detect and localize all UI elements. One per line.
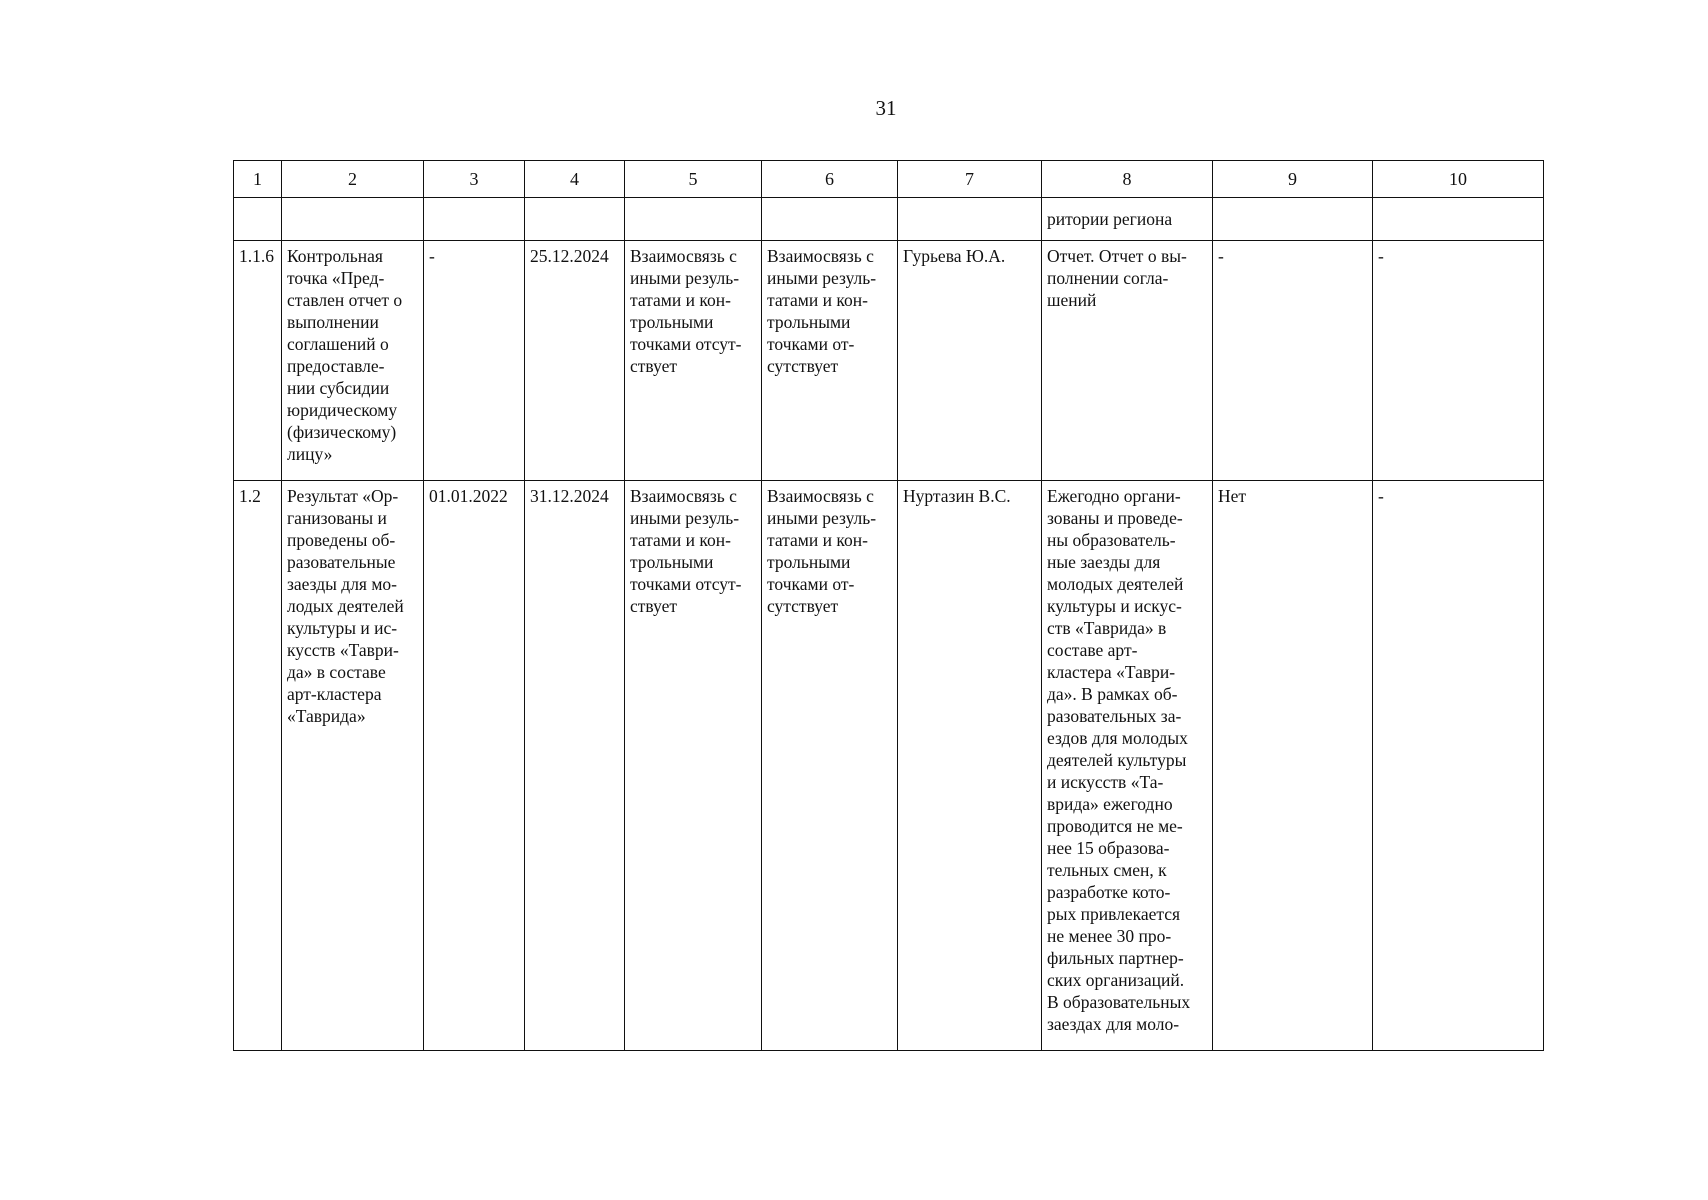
table-cell — [1213, 198, 1373, 241]
start-date-cell — [424, 241, 525, 481]
responsible-cell — [898, 241, 1042, 481]
table-cell — [234, 198, 282, 241]
successor-cell — [762, 481, 898, 1051]
result-description-cell — [1042, 241, 1213, 481]
responsible-cell — [898, 481, 1042, 1051]
column-header: 3 — [424, 161, 525, 198]
name-cell — [282, 241, 424, 481]
table-cell — [282, 198, 424, 241]
row-number-text: 1.2 — [239, 486, 261, 506]
page-number: 31 — [875, 96, 897, 120]
predecessor-cell — [625, 481, 762, 1051]
result-description-text: Ежегодно органи- зованы и проведе- ны образователь- ные заезды для молодых деятелей культуры и искус- ств «Таврида» в составе арт- кластера «Таври- да». В рамках об- разовательных за- ездов для молодых деятелей культуры и искусств «Та- врида» ежегодно проводится не ме- нее 15 образова- тельных смен, к разработке кото- рых привлекается не менее 30 про- фильных партнер- ских организаций. В образовательных заездах для моло- — [1047, 486, 1191, 1034]
table-header-row — [234, 161, 1544, 198]
responsible-text: Нуртазин В.С. — [903, 486, 1011, 506]
row-number — [234, 481, 282, 1051]
table-row — [234, 481, 1544, 1051]
table-cell — [424, 198, 525, 241]
start-date-text: 01.01.2022 — [429, 486, 508, 506]
start-date-text: - — [429, 246, 435, 266]
successor-cell — [762, 241, 898, 481]
column-header: 6 — [762, 161, 898, 198]
responsible-text: Гурьева Ю.А. — [903, 246, 1006, 266]
table-row — [234, 241, 1544, 481]
column-10-cell — [1373, 481, 1544, 1051]
column-header: 5 — [625, 161, 762, 198]
table-cell — [762, 198, 898, 241]
end-date-cell — [525, 481, 625, 1051]
column-header: 8 — [1042, 161, 1213, 198]
column-9-cell — [1213, 241, 1373, 481]
end-date-text: 25.12.2024 — [530, 246, 609, 266]
column-header: 2 — [282, 161, 424, 198]
result-description-cell — [1042, 481, 1213, 1051]
successor-text: Взаимосвязь с иными резуль- татами и кон- трольными точками от- сутствует — [767, 486, 877, 616]
plan-table — [233, 160, 1544, 1051]
table-cell — [1373, 198, 1544, 241]
row-number — [234, 241, 282, 481]
continuation-row — [234, 198, 1544, 241]
end-date-text: 31.12.2024 — [530, 486, 609, 506]
table-cell: ритории региона — [1042, 198, 1213, 241]
table-cell — [898, 198, 1042, 241]
table-cell — [625, 198, 762, 241]
name-cell — [282, 481, 424, 1051]
column-9-text: Нет — [1218, 486, 1247, 506]
end-date-cell — [525, 241, 625, 481]
column-9-text: - — [1218, 246, 1224, 266]
column-9-cell — [1213, 481, 1373, 1051]
result-description-text: Отчет. Отчет о вы- полнении согла- шений — [1047, 246, 1187, 310]
column-header: 9 — [1213, 161, 1373, 198]
column-header: 4 — [525, 161, 625, 198]
column-header: 7 — [898, 161, 1042, 198]
successor-text: Взаимосвязь с иными резуль- татами и кон- трольными точками от- сутствует — [767, 246, 877, 376]
column-header: 10 — [1373, 161, 1544, 198]
predecessor-text: Взаимосвязь с иными резуль- татами и кон- трольными точками отсут- ствует — [630, 486, 742, 616]
start-date-cell — [424, 481, 525, 1051]
predecessor-cell — [625, 241, 762, 481]
column-10-cell — [1373, 241, 1544, 481]
row-number-text: 1.1.6 — [239, 246, 274, 266]
column-10-text: - — [1378, 246, 1384, 266]
predecessor-text: Взаимосвязь с иными резуль- татами и кон- трольными точками отсут- ствует — [630, 246, 742, 376]
table-cell — [525, 198, 625, 241]
name-text: Контрольная точка «Пред- ставлен отчет о выполнении соглашений о предоставле- нии субсидии юридическому (физическому) лицу» — [287, 246, 403, 464]
column-10-text: - — [1378, 486, 1384, 506]
column-header: 1 — [234, 161, 282, 198]
name-text: Результат «Ор- ганизованы и проведены об- разовательные заезды для мо- лодых деятелей культуры и ис- кусств «Таври- да» в составе арт-кластера «Таврида» — [287, 486, 404, 726]
